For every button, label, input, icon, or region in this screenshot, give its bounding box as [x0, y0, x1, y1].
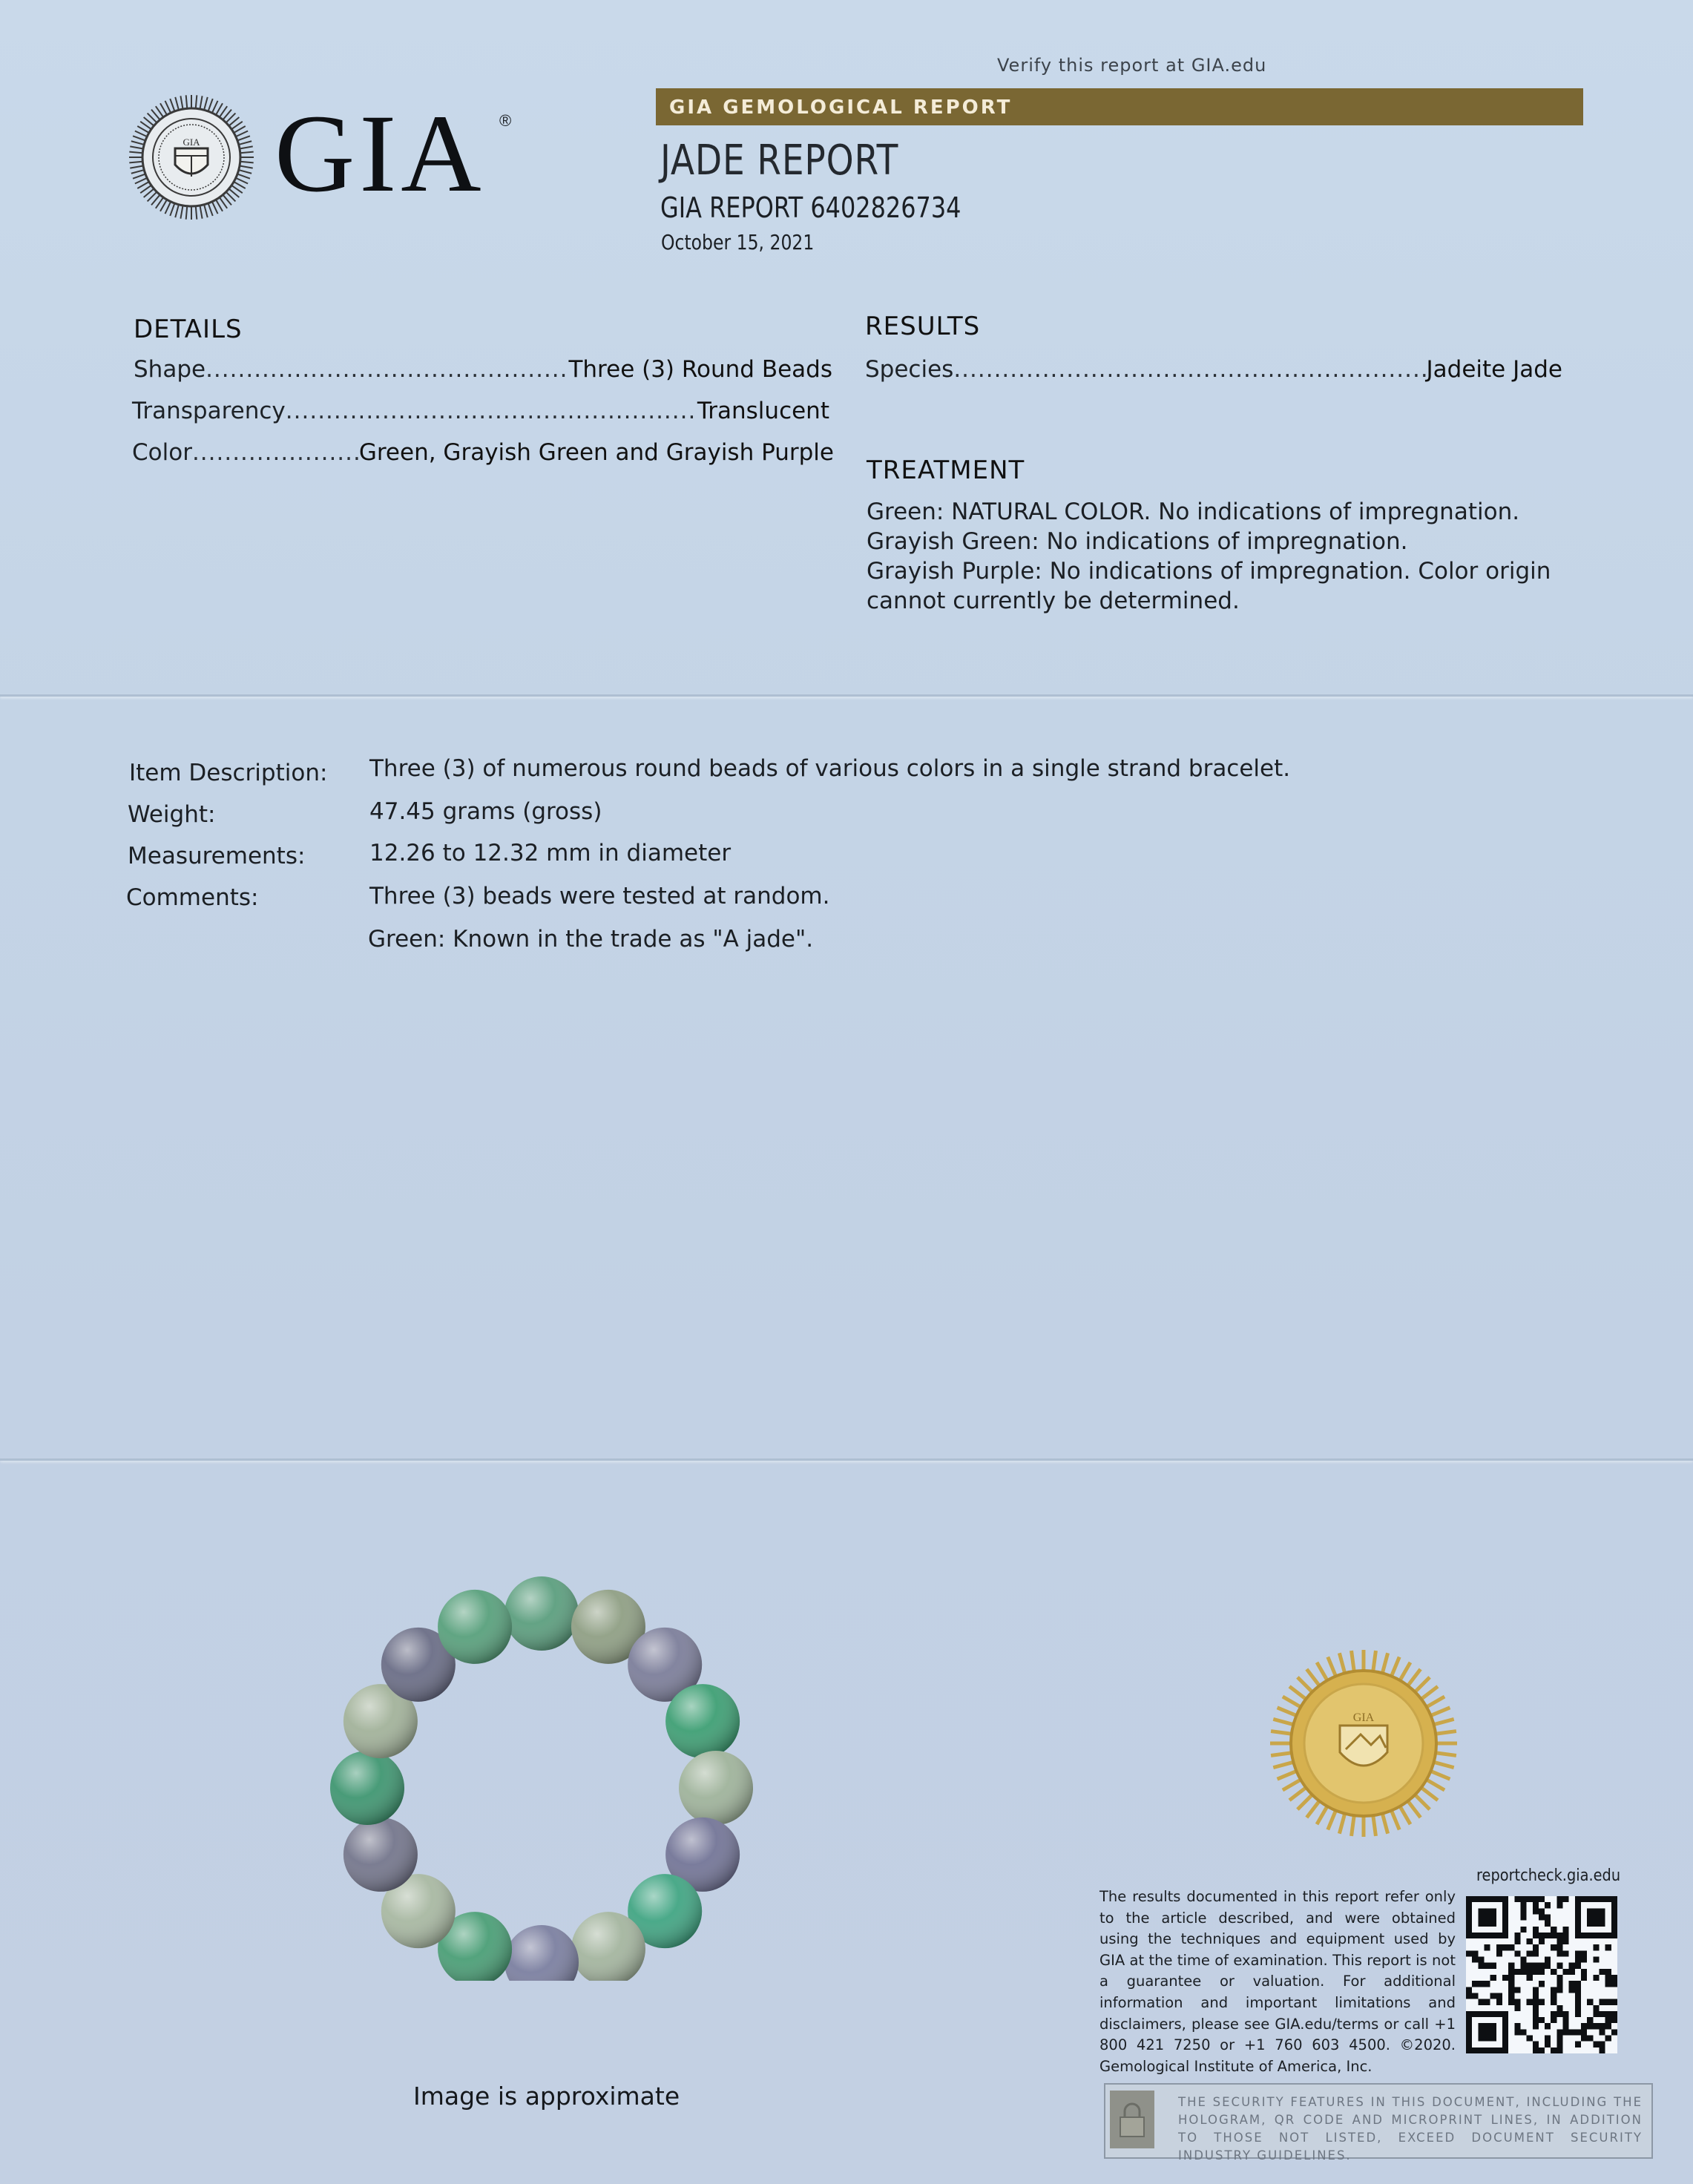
detail-label: Color [132, 439, 192, 466]
treatment-line: Grayish Green: No indications of impregnation. [867, 528, 1408, 555]
results-heading: RESULTS [865, 312, 981, 341]
item-description-label: Item Description: [129, 760, 328, 786]
bead-shading [679, 1751, 753, 1825]
detail-label: Shape [134, 356, 206, 383]
bracelet-image [319, 1565, 772, 1981]
detail-label: Transparency [132, 398, 286, 424]
fold-line [0, 694, 1693, 697]
comments-extra: Green: Known in the trade as "A jade". [368, 926, 814, 953]
bead-shading [343, 1818, 418, 1892]
leader-dots [953, 356, 1426, 383]
reportcheck-link[interactable]: reportcheck.gia.edu [1476, 1866, 1621, 1885]
hologram-seal-icon [1269, 1648, 1459, 1838]
treatment-line: cannot currently be determined. [867, 588, 1240, 614]
disclaimer-text: The results documented in this report refer only to the article described, and were obtained using the techniques and equipment used by GIA at the time of examination. This report is not a guarantee or valuation. For additional information and important limitations and disclaimers, please see GIA.edu/terms or call +1 800 421 7250 or +1 760 603 4500. ©2020. Gemological Institute of America, Inc. [1099, 1888, 1456, 2075]
verify-link[interactable]: Verify this report at GIA.edu [997, 55, 1267, 76]
image-caption: Image is approximate [413, 2082, 680, 2111]
leader-dots [206, 356, 568, 383]
detail-value: Green, Grayish Green and Grayish Purple [358, 439, 834, 466]
bead-shading [665, 1684, 740, 1758]
bead-shading [504, 1576, 579, 1651]
comments-label: Comments: [126, 884, 259, 911]
report-type-label: GIA GEMOLOGICAL REPORT [669, 96, 1013, 119]
result-label: Species [865, 356, 954, 383]
lock-icon [1110, 2091, 1154, 2148]
weight-label: Weight: [128, 801, 216, 828]
details-row-transparency [132, 398, 829, 424]
qr-code-icon[interactable] [1466, 1896, 1617, 2053]
treatment-line: Green: NATURAL COLOR. No indications of impregnation. [867, 499, 1520, 525]
measurements-value: 12.26 to 12.32 mm in diameter [369, 840, 732, 866]
gia-wordmark: GIA [275, 92, 486, 215]
item-description-value: Three (3) of numerous round beads of various colors in a single strand bracelet. [369, 755, 1291, 782]
report-title: JADE REPORT [660, 136, 899, 185]
treatment-text [867, 497, 1551, 616]
leader-dots [286, 398, 697, 424]
registered-mark: ® [499, 111, 512, 130]
gia-seal-icon [128, 93, 255, 221]
bead-shading [438, 1590, 512, 1664]
treatment-line: Grayish Purple: No indications of impregnation. Color origin [867, 558, 1551, 585]
fold-line [0, 1458, 1693, 1461]
result-value: Jadeite Jade [1426, 356, 1562, 383]
detail-value: Three (3) Round Beads [568, 356, 832, 383]
bead-shading [330, 1751, 404, 1825]
svg-text:GIA: GIA [1352, 1711, 1375, 1724]
detail-value: Translucent [697, 398, 829, 424]
bead-shading [504, 1925, 579, 1981]
details-row-color [132, 439, 834, 466]
report-date: October 15, 2021 [661, 230, 815, 254]
treatment-heading: TREATMENT [867, 455, 1025, 485]
comments-value: Three (3) beads were tested at random. [369, 883, 830, 910]
details-heading: DETAILS [134, 315, 243, 344]
details-row-shape [134, 356, 832, 383]
svg-text:GIA: GIA [183, 136, 200, 148]
results-row-species [865, 356, 1562, 383]
weight-value: 47.45 grams (gross) [369, 798, 602, 825]
measurements-label: Measurements: [128, 843, 306, 869]
report-number: GIA REPORT 6402826734 [660, 191, 961, 224]
leader-dots [192, 439, 359, 466]
security-notice-text: THE SECURITY FEATURES IN THIS DOCUMENT, INCLUDING THE HOLOGRAM, QR CODE AND MICROPRINT LINES, IN ADDITION TO THOSE NOT LISTED, EXCEED DOCUMENT SECURITY INDUSTRY GUIDELINES. [1178, 2095, 1643, 2162]
